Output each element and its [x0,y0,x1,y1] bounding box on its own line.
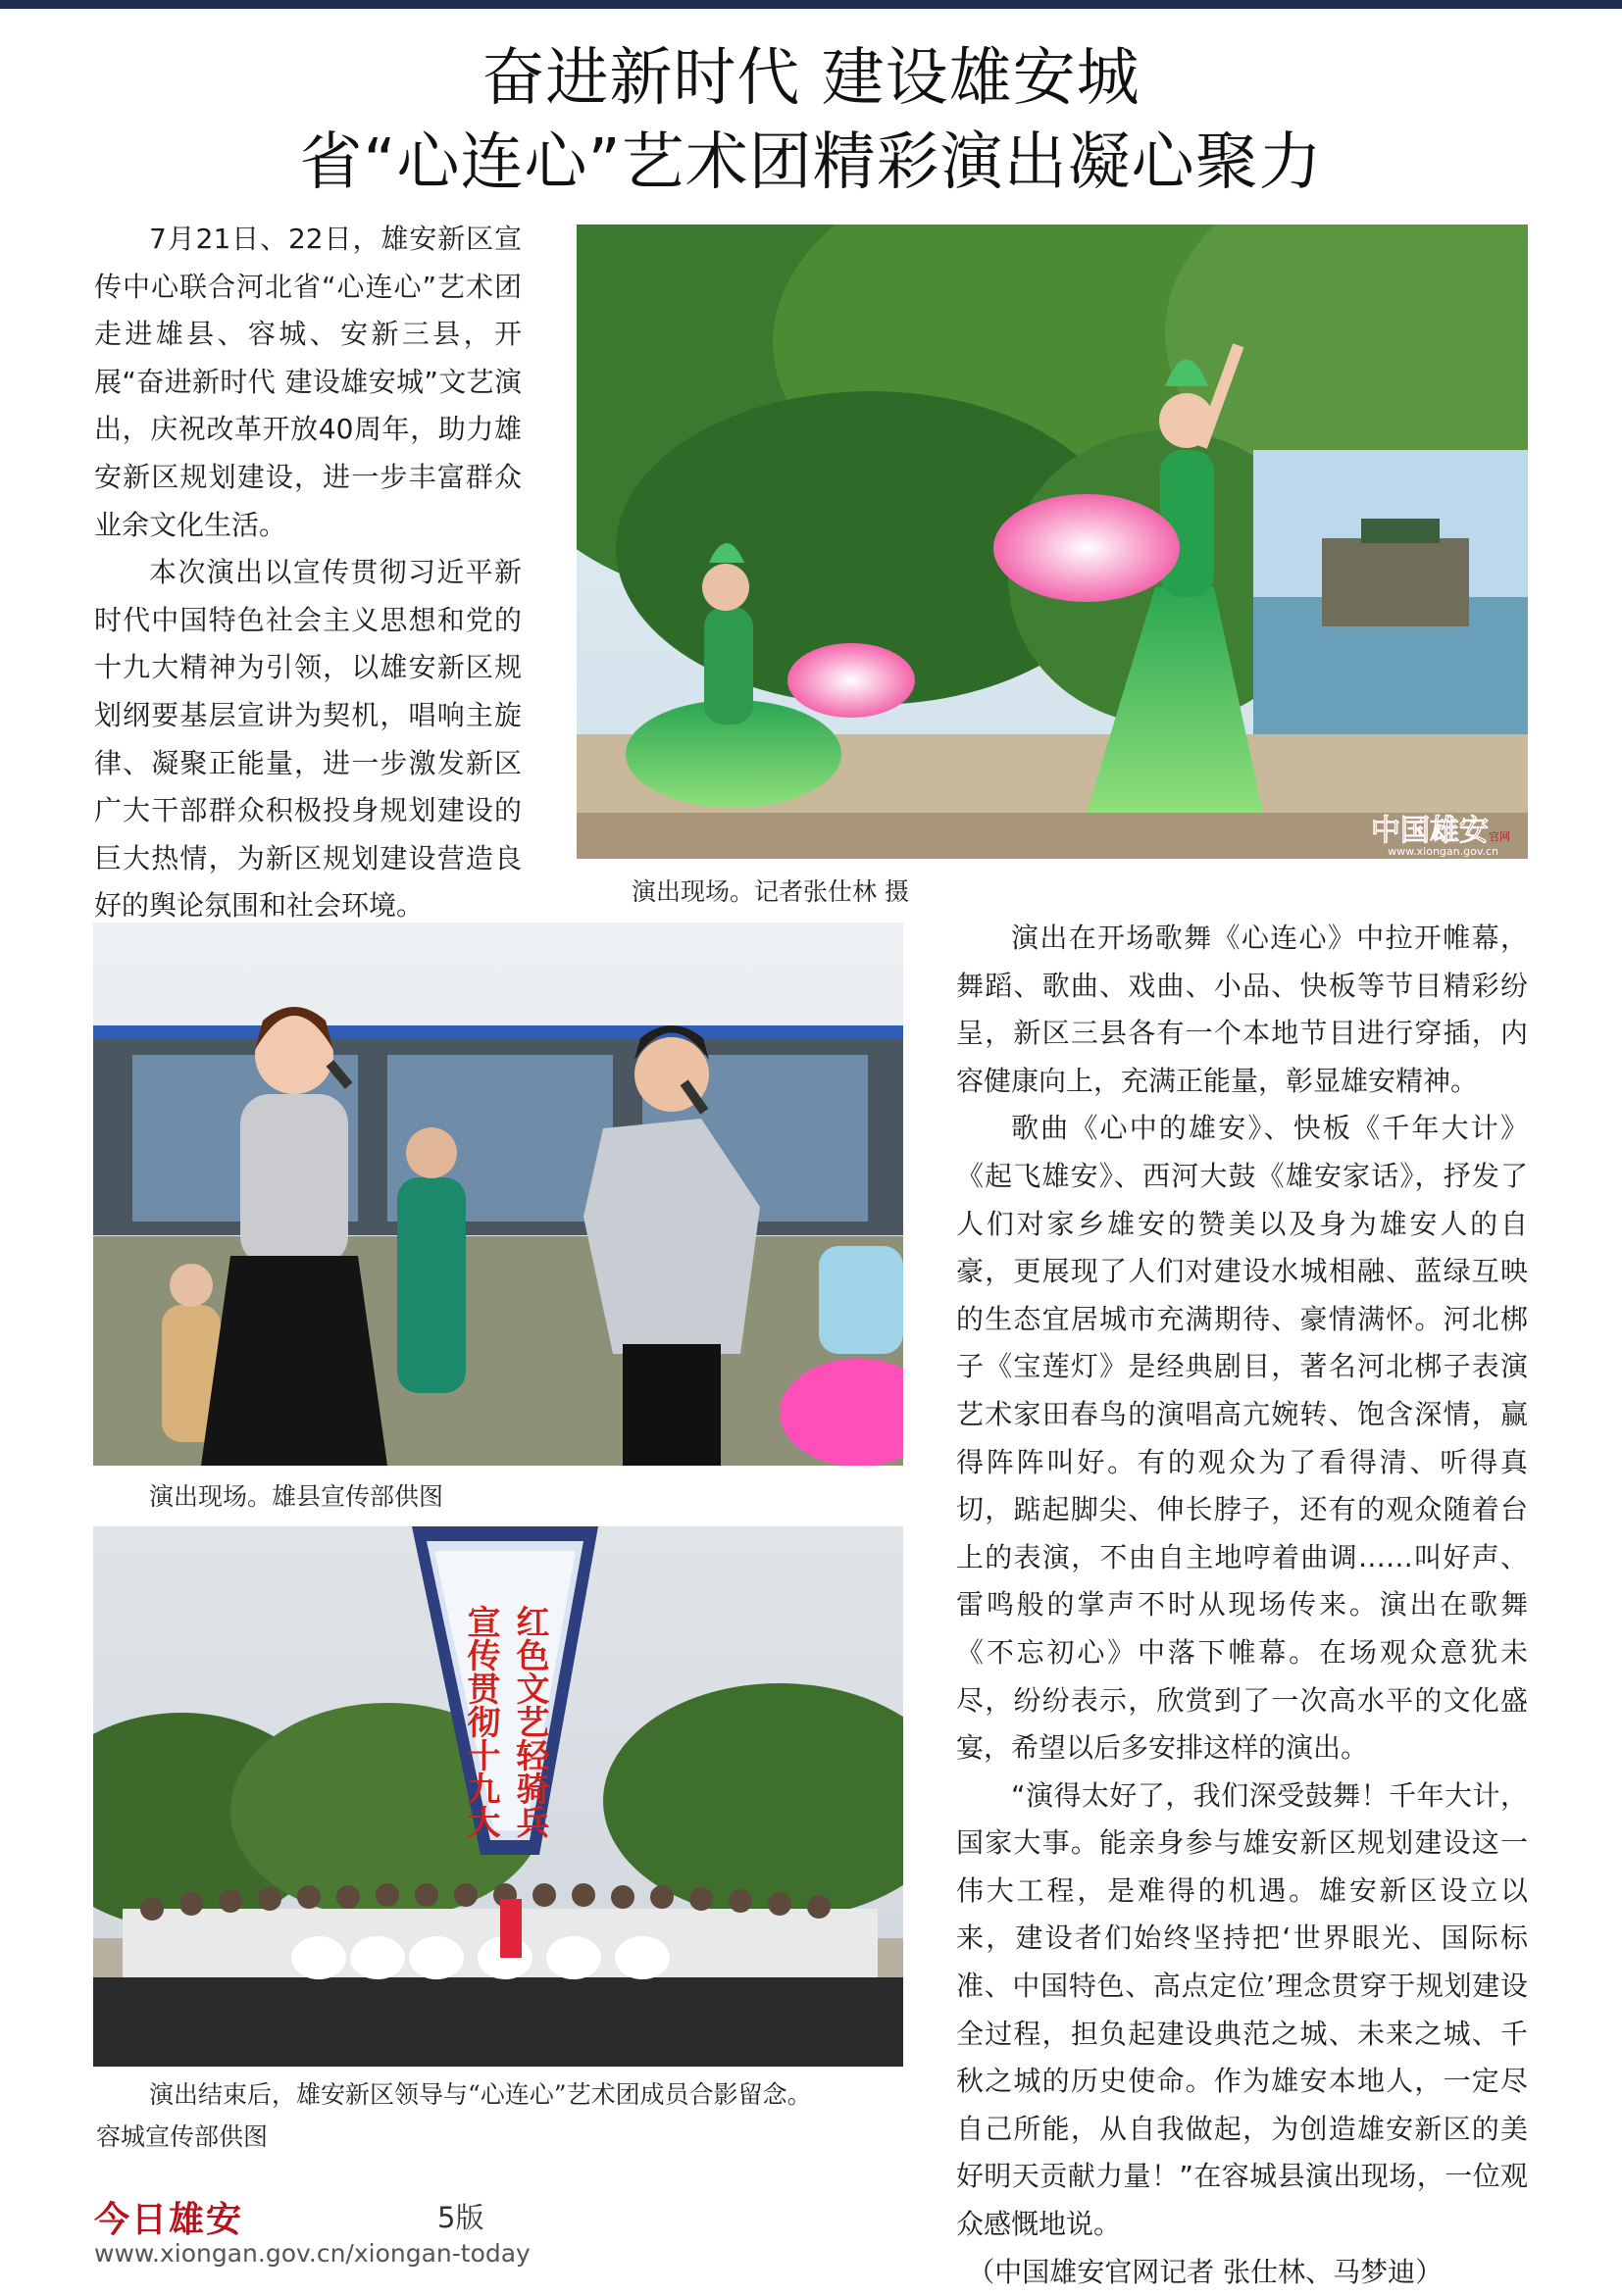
photo2-caption: 演出现场。雄县宣传部供图 [149,1482,444,1511]
headline: 奋进新时代 建设雄安城 [482,42,1140,115]
article-right-column [956,915,1528,2296]
photo-dancers [577,225,1528,859]
dancers-illustration [577,225,1528,859]
top-bar [0,0,1622,9]
watermark-sub: 官网 [1489,830,1510,843]
banner-right-text: 红色文艺轻骑兵 [510,1605,549,1838]
paragraph: 歌曲《心中的雄安》、快板《千年大计》《起飞雄安》、西河大鼓《雄安家话》，抒发了人们对家乡雄安的赞美以及身为雄安人的自豪，更展现了人们对建设水城相融、蓝绿互映的生态宜居城市充满期待、豪情满怀。河北梆子《宝莲灯》是经典剧目，著名河北梆子表演艺术家田春鸟的演唱高亢婉转、饱含深情，赢得阵阵叫好。有的观众为了看得清、听得真切，踮起脚尖、伸长脖子，还有的观众随着台上的表演，不由自主地哼着曲调……叫好声、雷鸣般的掌声不时从现场传来。演出在歌舞《不忘初心》中落下帷幕。在场观众意犹未尽，纷纷表示，欣赏到了一次高水平的文化盛宴，希望以后多安排这样的演出。 [956,1112,1528,1765]
paragraph: 本次演出以宣传贯彻习近平新时代中国特色社会主义思想和党的十九大精神为引领，以雄安新区规划纲要基层宣讲为契机，唱响主旋律、凝聚正能量，进一步激发新区广大干部群众积极投身规划建设的巨大热情，为新区规划建设营造良好的舆论氛围和社会环境。 [94,556,522,923]
photo-group [93,1526,903,2067]
paragraph: “演得太好了，我们深受鼓舞！千年大计，国家大事。能亲身参与雄安新区规划建设这一伟大工程，是难得的机遇。雄安新区设立以来，建设者们始终坚持把‘世界眼光、国际标准、中国特色、高点定位’理念贯穿于规划建设全过程，担负起建设典范之城、未来之城、千秋之城的历史使命。作为雄安本地人，一定尽自己所能，从自我做起，为创造雄安新区的美好明天贡献力量！”在容城县演出现场，一位观众感慨地说。 [956,1778,1528,2241]
paragraph: 演出在开场歌舞《心连心》中拉开帷幕，舞蹈、歌曲、戏曲、小品、快板等节目精彩纷呈，新区三县各有一个本地节目进行穿插，内容健康向上，充满正能量，彰显雄安精神。 [956,922,1528,1097]
page-number: 5版 [437,2201,484,2234]
photo3-credit: 容城宣传部供图 [96,2122,269,2151]
group-photo-illustration [93,1526,903,2067]
watermark-logo: 中国雄安 [1371,814,1489,848]
photo1-caption: 演出现场。记者张仕林 摄 [632,877,909,906]
singers-illustration [93,923,903,1466]
footer-url[interactable]: www.xiongan.gov.cn/xiongan-today [94,2239,531,2268]
watermark-url: www.xiongan.gov.cn [1388,845,1498,858]
subheadline: 省“心连心”艺术团精彩演出凝心聚力 [299,126,1323,199]
byline: （中国雄安官网记者 张仕林、马梦迪） [967,2255,1444,2288]
footer-logo: 今日雄安 [94,2199,244,2240]
paragraph: 7月21日、22日，雄安新区宣传中心联合河北省“心连心”艺术团走进雄县、容城、安新三县，开展“奋进新时代 建设雄安城”文艺演出，庆祝改革开放40周年，助力雄安新区规划建设，进一步丰富群众业余文化生活。 [94,223,522,541]
photo3-caption: 演出结束后，雄安新区领导与“心连心”艺术团成员合影留念。 [149,2080,812,2109]
photo-singers [93,923,903,1466]
article-left-column [94,216,522,930]
banner-left-text: 宣传贯彻十九大 [461,1605,500,1838]
